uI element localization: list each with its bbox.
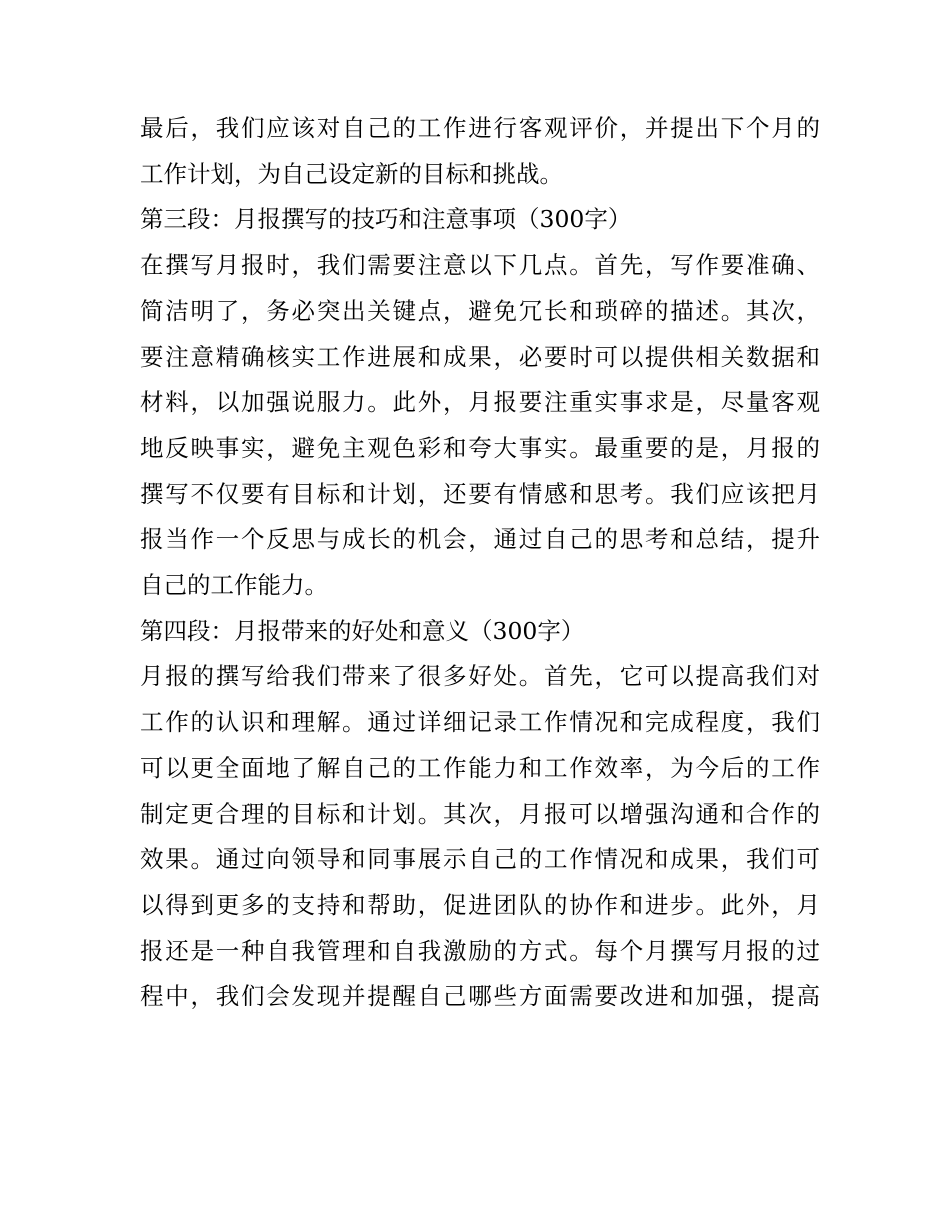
paragraph-line: 可以更全面地了解自己的工作能力和工作效率，为今后的工作: [140, 753, 820, 782]
paragraph-line: 月报的撰写给我们带来了很多好处。首先，它可以提高我们对: [140, 662, 820, 691]
paragraph-line: 自己的工作能力。: [140, 571, 328, 600]
paragraph-tips: [140, 243, 820, 609]
paragraph-line: 要注意精确核实工作进展和成果，必要时可以提供相关数据和: [140, 342, 820, 371]
paragraph-line: 最后，我们应该对自己的工作进行客观评价，并提出下个月的: [140, 114, 820, 142]
paragraph-line: 工作计划，为自己设定新的目标和挑战。: [140, 159, 563, 188]
paragraph-line: 制定更合理的目标和计划。其次，月报可以增强沟通和合作的: [140, 799, 820, 828]
paragraph-line: 撰写不仅要有目标和计划，还要有情感和思考。我们应该把月: [140, 479, 820, 508]
paragraph-line: 材料，以加强说服力。此外，月报要注重实事求是，尽量客观: [140, 388, 820, 417]
paragraph-line: 简洁明了，务必突出关键点，避免冗长和琐碎的描述。其次，: [140, 296, 820, 325]
paragraph-line: 报当作一个反思与成长的机会，通过自己的思考和总结，提升: [140, 525, 820, 554]
section-heading-3: 第三段：月报撰写的技巧和注意事项（300字）: [140, 205, 632, 234]
section-heading-4: 第四段：月报带来的好处和意义（300字）: [140, 616, 585, 645]
paragraph-conclusion: [140, 106, 820, 197]
paragraph-line: 报还是一种自我管理和自我激励的方式。每个月撰写月报的过: [140, 936, 820, 965]
paragraph-line: 地反映事实，避免主观色彩和夸大事实。最重要的是，月报的: [140, 433, 820, 462]
paragraph-benefits: [140, 654, 820, 1020]
paragraph-line: 程中，我们会发现并提醒自己哪些方面需要改进和加强，提高: [140, 982, 820, 1011]
paragraph-line: 工作的认识和理解。通过详细记录工作情况和完成程度，我们: [140, 708, 820, 737]
document-body: [140, 106, 820, 1020]
paragraph-line: 在撰写月报时，我们需要注意以下几点。首先，写作要准确、: [140, 251, 820, 280]
paragraph-line: 效果。通过向领导和同事展示自己的工作情况和成果，我们可: [140, 845, 820, 874]
paragraph-line: 以得到更多的支持和帮助，促进团队的协作和进步。此外，月: [140, 890, 820, 919]
